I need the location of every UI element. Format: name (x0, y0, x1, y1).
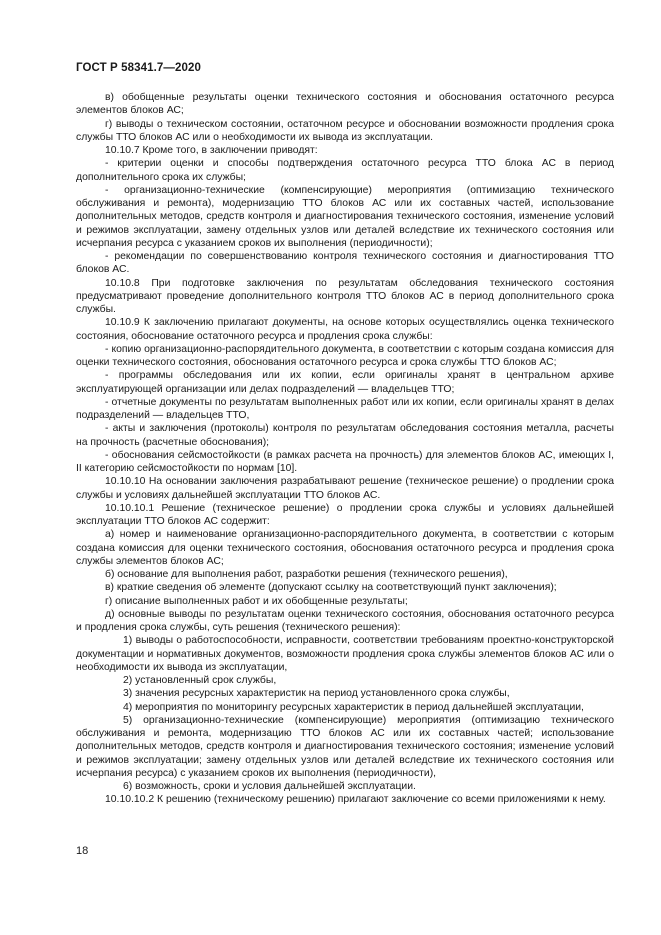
paragraph: 4) мероприятия по мониторингу ресурсных характеристик в период дальнейшей эксплуатации, (123, 701, 584, 713)
paragraph: 10.10.9 К заключению прилагают документы, на основе которых осуществлялись оценка технического состояния, обоснование остаточного ресурса и продления срока службы: (76, 317, 614, 342)
document-header-title: ГОСТ Р 58341.7—2020 (76, 62, 201, 74)
paragraph: в) краткие сведения об элементе (допускают ссылку на соответствующий пункт заключения); (105, 582, 557, 594)
paragraph: - критерии оценки и способы подтверждения остаточного ресурса ТТО блока АС в период дополнительного срока их службы; (76, 158, 614, 183)
paragraph: - копию организационно-распорядительного документа, в соответствии с которым создана комиссия для оценки технического состояния, обоснования остаточного ресурса и срока службы ТТО блоков АС; (76, 343, 614, 368)
paragraph: 10.10.7 Кроме того, в заключении приводят: (105, 145, 318, 156)
paragraph: 10.10.10 На основании заключения разрабатывают решение (техническое решение) о продлении срока службы и условиях дальнейшей эксплуатации ТТО блоков АС. (76, 476, 614, 501)
paragraph: 5) организационно-технические (компенсирующие) мероприятия (оптимизацию технического обслуживания и ремонта, модернизацию ТТО блоков АС или их составных частей; использование дополнительных методов, средств контроля и диагностирования технического состояния; изменение условий и режимов эксплуатации; замену отдельных узлов или деталей вследствие их технического состояния или исчерпания ресурса) с указанием сроков их выполнения (периодичности), (76, 714, 614, 779)
page-number: 18 (76, 845, 89, 857)
paragraph: 10.10.10.2 К решению (техническому решению) прилагают заключение со всеми приложениями к нему. (105, 794, 606, 806)
paragraph: а) номер и наименование организационно-распорядительного документа, в соответствии с которым создана комиссия для оценки технического состояния, обоснования остаточного ресурса и продления срока службы элементов блоков АС; (76, 529, 614, 567)
paragraph: - программы обследования или их копии, если оригиналы хранят в центральном архиве эксплуатирующей организации или делах подразделений — владельцев ТТО; (76, 370, 614, 395)
document-body (76, 91, 614, 807)
paragraph: 1) выводы о работоспособности, исправности, соответствии требованиям проектно-конструкторской документации и нормативных документов, возможности продления срока службы элементов блоков АС или о необходимости их вывода из эксплуатации, (76, 635, 614, 673)
paragraph: - акты и заключения (протоколы) контроля по результатам обследования состояния металла, расчеты на прочность (расчетные обоснования); (76, 423, 614, 448)
paragraph: 10.10.8 При подготовке заключения по результатам обследования технического состояния предусматривают проведение дополнительного контроля ТТО блоков АС в период дополнительного срока службы. (76, 277, 614, 315)
paragraph: - организационно-технические (компенсирующие) мероприятия (оптимизацию технического обслуживания и ремонта), модернизацию ТТО блоков АС или их составных частей, использование дополнительных методов, средств контроля и диагностирования технического состояния, изменение условий и режимов эксплуатации, замену отдельных узлов или деталей вследствие их технического состояния или исчерпания ресурса с указанием сроков их выполнения (периодичности); (76, 184, 614, 249)
paragraph: г) описание выполненных работ и их обобщенные результаты; (105, 595, 408, 607)
paragraph: 2) установленный срок службы, (123, 675, 277, 686)
paragraph: - рекомендации по совершенствованию контроля технического состояния и диагностирования ТТО блоков АС. (76, 251, 614, 276)
paragraph: - отчетные документы по результатам выполненных работ или их копии, если оригиналы хранят в делах подразделений — владельцев ТТО, (76, 396, 614, 421)
paragraph: б) основание для выполнения работ, разработки решения (технического решения), (105, 569, 508, 580)
paragraph: в) обобщенные результаты оценки технического состояния и обоснования остаточного ресурса элементов блоков АС; (76, 92, 614, 117)
paragraph: 6) возможность, сроки и условия дальнейшей эксплуатации. (123, 781, 416, 792)
paragraph: г) выводы о техническом состоянии, остаточном ресурсе и обосновании возможности продления срока службы ТТО блоков АС или о необходимости их вывода из эксплуатации. (76, 118, 614, 143)
paragraph: 3) значения ресурсных характеристик на период установленного срока службы, (123, 688, 510, 700)
paragraph: 10.10.10.1 Решение (техническое решение) о продлении срока службы и условиях дальнейшей эксплуатации ТТО блоков АС содержит: (76, 502, 614, 527)
paragraph: - обоснования сейсмостойкости (в рамках расчета на прочность) для элементов блоков АС, имеющих I, II категорию сейсмостойкости по нормам [10]. (76, 449, 614, 474)
paragraph: д) основные выводы по результатам оценки технического состояния, обоснования остаточного ресурса и продления срока службы, суть решения (технического решения): (76, 608, 614, 633)
